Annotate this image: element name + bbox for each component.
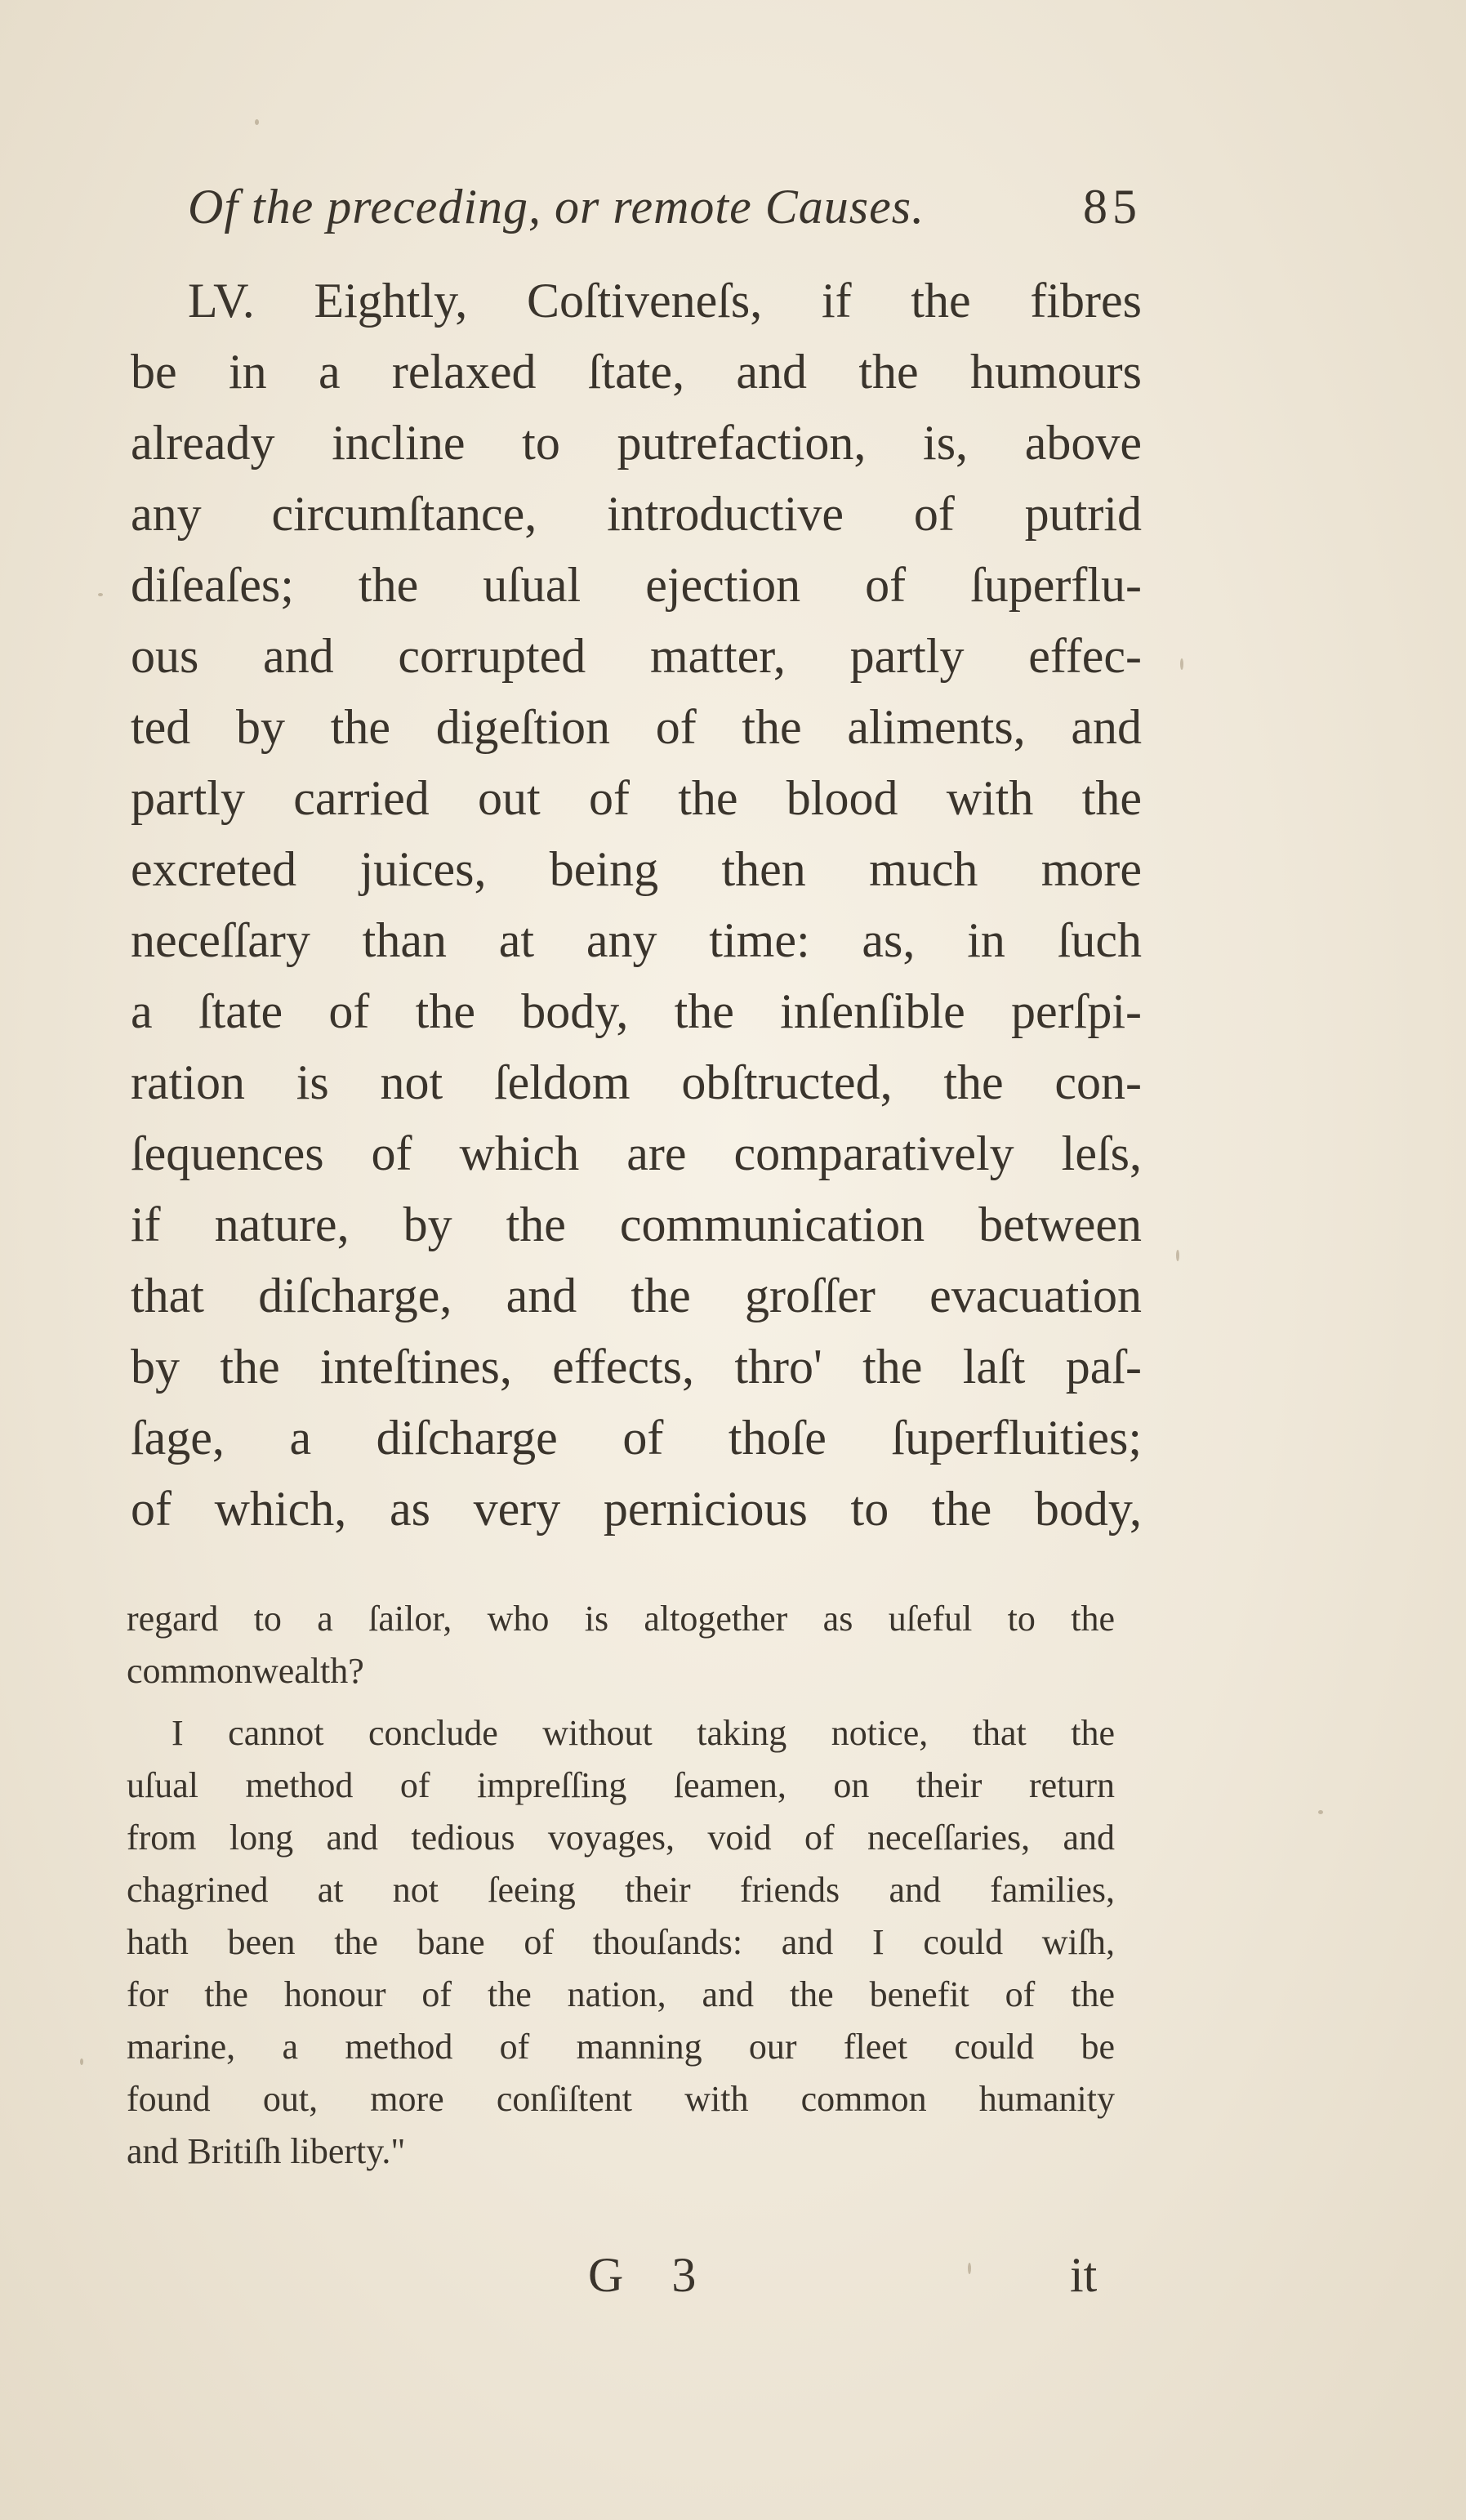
- footnote-line: from long and tedious voyages, void of neceſſaries, and: [127, 1818, 1115, 1858]
- paper-speck: [255, 119, 259, 125]
- footnote-line: hath been the bane of thouſands: and I could wiſh,: [127, 1922, 1115, 1962]
- footnote-line: chagrined at not ſeeing their friends and families,: [127, 1870, 1115, 1910]
- footnote-line: and Britiſh liberty.": [127, 2131, 406, 2171]
- paper-speck: [968, 2263, 971, 2274]
- text-line: excreted juices, being then much more: [131, 842, 1142, 896]
- text-line: of which, as very pernicious to the body,: [131, 1482, 1142, 1536]
- text-line: ſage, a diſcharge of thoſe ſuperfluities;: [131, 1411, 1142, 1465]
- text-line: ration is not ſeldom obſtructed, the con-: [131, 1055, 1142, 1109]
- paper-speck: [98, 593, 103, 596]
- footnote-line: commonwealth?: [127, 1651, 364, 1691]
- text-line: diſeaſes; the uſual ejection of ſuperflu-: [131, 558, 1142, 612]
- text-line: ſequences of which are comparatively leſs,: [131, 1126, 1142, 1180]
- text-line: LV. Eightly, Coſtiveneſs, if the fibres: [188, 274, 1142, 328]
- signature-mark: G 3: [588, 2248, 715, 2302]
- text-line: if nature, by the communication between: [131, 1198, 1142, 1251]
- footnote-line: for the honour of the nation, and the benefit of the: [127, 1974, 1115, 2014]
- text-line: partly carried out of the blood with the: [131, 771, 1142, 825]
- text-line: by the inteſtines, effects, thro' the laſt paſ-: [131, 1340, 1142, 1394]
- paper-speck: [1180, 658, 1183, 670]
- text-line: any circumſtance, introductive of putrid: [131, 487, 1142, 541]
- paper-speck: [1176, 1250, 1179, 1261]
- footnote-line: regard to a ſailor, who is altogether as uſeful to the: [127, 1599, 1115, 1639]
- footnote: [127, 1593, 1115, 2178]
- footnote-gap: [127, 1697, 1115, 1707]
- running-header: [188, 170, 1142, 243]
- text-line: ous and corrupted matter, partly effec-: [131, 629, 1142, 683]
- footnote-line: I cannot conclude without taking notice, that the: [172, 1713, 1115, 1753]
- main-text: [131, 265, 1142, 1545]
- footnote-line: found out, more conſiſtent with common humanity: [127, 2079, 1115, 2119]
- footnote-line: uſual method of impreſſing ſeamen, on their return: [127, 1765, 1115, 1805]
- text-line: neceſſary than at any time: as, in ſuch: [131, 913, 1142, 967]
- footnote-line: marine, a method of manning our fleet could be: [127, 2027, 1115, 2067]
- text-line: that diſcharge, and the groſſer evacuation: [131, 1269, 1142, 1322]
- text-line: be in a relaxed ſtate, and the humours: [131, 345, 1142, 399]
- text-line: a ſtate of the body, the inſenſible perſpi-: [131, 984, 1142, 1038]
- paper-speck: [1318, 1810, 1323, 1814]
- running-title: Of the preceding, or remote Causes.: [188, 180, 925, 234]
- catchword: it: [1070, 2248, 1098, 2302]
- paper-speck: [80, 2058, 83, 2065]
- page-number: 85: [1083, 180, 1142, 234]
- text-line: ted by the digeſtion of the aliments, and: [131, 700, 1142, 754]
- text-line: already incline to putrefaction, is, above: [131, 416, 1142, 470]
